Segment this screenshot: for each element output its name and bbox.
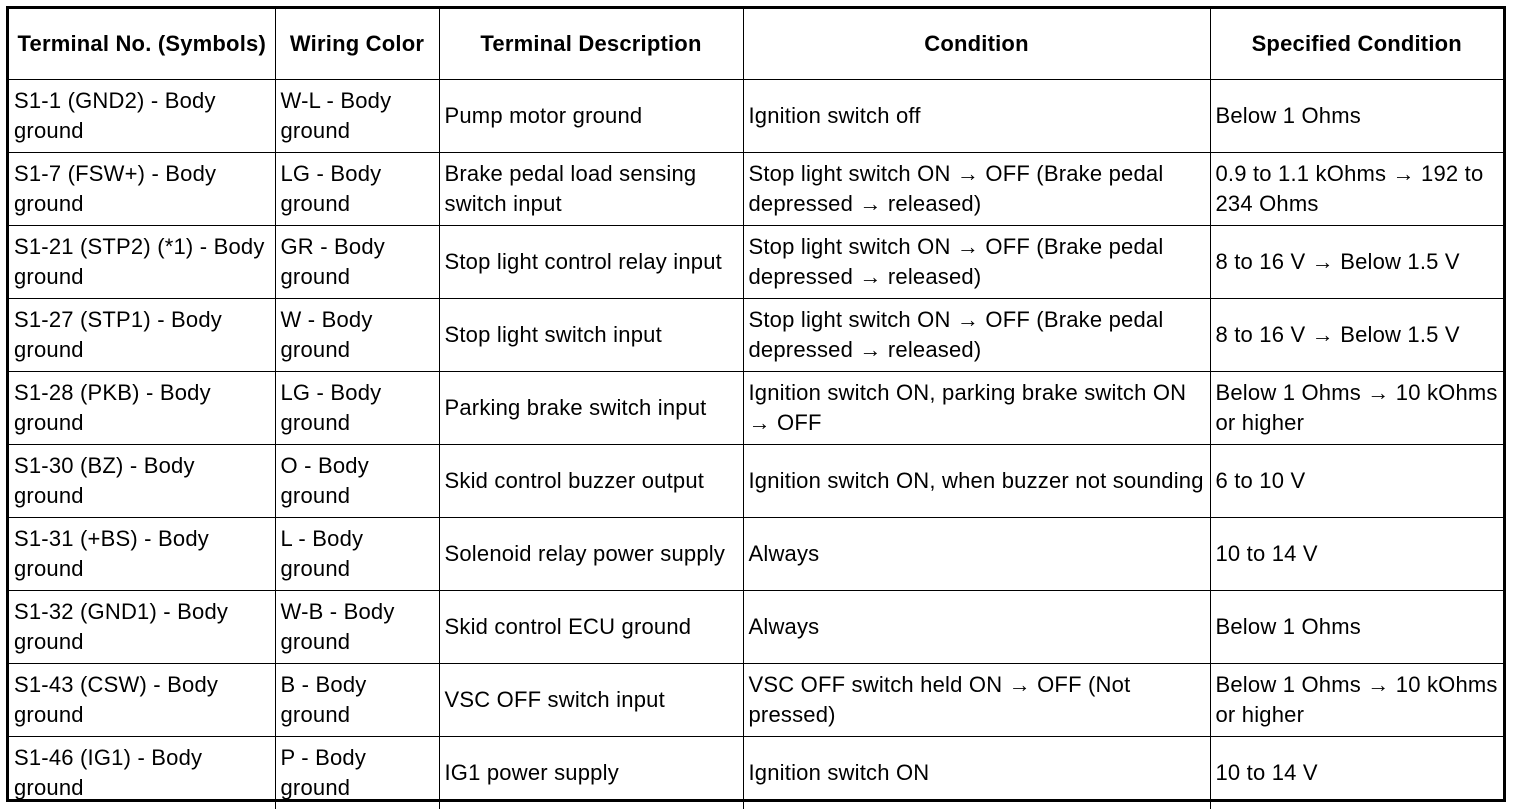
cell-specified: 8 to 16 V → Below 1.5 V [1210, 226, 1503, 299]
cell-description: Skid control ECU ground [439, 591, 743, 664]
cell-condition: Ignition switch off [743, 80, 1210, 153]
cell-wiring-color: L - Body ground [275, 518, 439, 591]
cell-condition: Always [743, 518, 1210, 591]
cell-specified: 8 to 16 V → Below 1.5 V [1210, 299, 1503, 372]
cell-terminal: S1-7 (FSW+) - Body ground [9, 153, 275, 226]
cell-specified: 6 to 10 V [1210, 445, 1503, 518]
cell-specified: 0.9 to 1.1 kOhms → 192 to 234 Ohms [1210, 153, 1503, 226]
cell-wiring-color: P - Body ground [275, 737, 439, 810]
cell-description: Pump motor ground [439, 80, 743, 153]
cell-description: Stop light switch input [439, 299, 743, 372]
cell-specified: Below 1 Ohms → 10 kOhms or higher [1210, 372, 1503, 445]
cell-terminal: S1-31 (+BS) - Body ground [9, 518, 275, 591]
cell-condition: Ignition switch ON [743, 737, 1210, 810]
cell-description: Parking brake switch input [439, 372, 743, 445]
table-row [9, 299, 1503, 372]
cell-wiring-color: W-L - Body ground [275, 80, 439, 153]
cell-terminal: S1-1 (GND2) - Body ground [9, 80, 275, 153]
cell-condition: Stop light switch ON → OFF (Brake pedal depressed → released) [743, 299, 1210, 372]
header-row [9, 9, 1503, 80]
cell-description: Stop light control relay input [439, 226, 743, 299]
cell-terminal: S1-46 (IG1) - Body ground [9, 737, 275, 810]
cell-terminal: S1-43 (CSW) - Body ground [9, 664, 275, 737]
cell-terminal: S1-32 (GND1) - Body ground [9, 591, 275, 664]
cell-terminal: S1-21 (STP2) (*1) - Body ground [9, 226, 275, 299]
cell-terminal: S1-28 (PKB) - Body ground [9, 372, 275, 445]
table-row [9, 372, 1503, 445]
table-row [9, 737, 1503, 810]
cell-condition: Ignition switch ON, when buzzer not sounding [743, 445, 1210, 518]
table-row [9, 153, 1503, 226]
cell-wiring-color: W - Body ground [275, 299, 439, 372]
cell-description: Skid control buzzer output [439, 445, 743, 518]
cell-terminal: S1-27 (STP1) - Body ground [9, 299, 275, 372]
cell-wiring-color: B - Body ground [275, 664, 439, 737]
cell-specified: Below 1 Ohms [1210, 591, 1503, 664]
cell-description: VSC OFF switch input [439, 664, 743, 737]
cell-condition: Stop light switch ON → OFF (Brake pedal depressed → released) [743, 153, 1210, 226]
cell-condition: Stop light switch ON → OFF (Brake pedal depressed → released) [743, 226, 1210, 299]
cell-wiring-color: LG - Body ground [275, 153, 439, 226]
cell-wiring-color: W-B - Body ground [275, 591, 439, 664]
cell-wiring-color: LG - Body ground [275, 372, 439, 445]
header-terminal-description: Terminal Description [439, 9, 743, 80]
header-specified-condition: Specified Condition [1210, 9, 1503, 80]
cell-condition: Ignition switch ON, parking brake switch ON → OFF [743, 372, 1210, 445]
cell-specified: 10 to 14 V [1210, 518, 1503, 591]
table-row [9, 664, 1503, 737]
cell-condition: VSC OFF switch held ON → OFF (Not pressed) [743, 664, 1210, 737]
cell-wiring-color: GR - Body ground [275, 226, 439, 299]
header-condition: Condition [743, 9, 1210, 80]
table-row [9, 226, 1503, 299]
cell-wiring-color: O - Body ground [275, 445, 439, 518]
header-terminal-no: Terminal No. (Symbols) [9, 9, 275, 80]
cell-condition: Always [743, 591, 1210, 664]
cell-specified: 10 to 14 V [1210, 737, 1503, 810]
cell-description: Brake pedal load sensing switch input [439, 153, 743, 226]
terminal-spec-table [6, 6, 1506, 802]
cell-description: Solenoid relay power supply [439, 518, 743, 591]
cell-specified: Below 1 Ohms → 10 kOhms or higher [1210, 664, 1503, 737]
table [9, 9, 1503, 809]
cell-specified: Below 1 Ohms [1210, 80, 1503, 153]
cell-description: IG1 power supply [439, 737, 743, 810]
header-wiring-color: Wiring Color [275, 9, 439, 80]
table-row [9, 518, 1503, 591]
table-row [9, 591, 1503, 664]
table-row [9, 445, 1503, 518]
cell-terminal: S1-30 (BZ) - Body ground [9, 445, 275, 518]
table-row [9, 80, 1503, 153]
